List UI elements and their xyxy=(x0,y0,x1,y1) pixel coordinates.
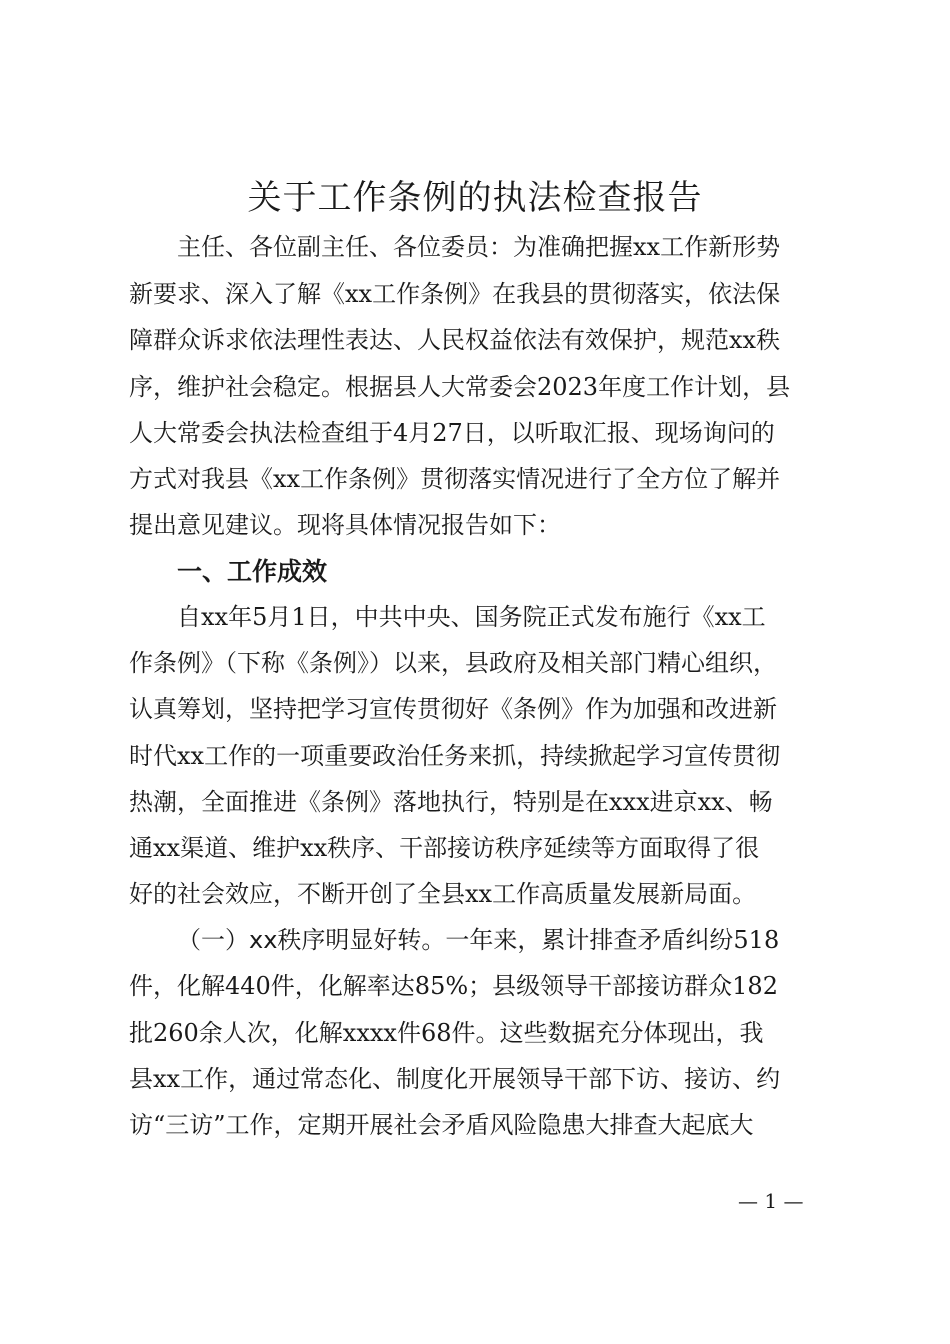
subsection-line-4: 县xx工作，通过常态化、制度化开展领导干部下访、接访、约 xyxy=(129,1065,781,1093)
intro-line-3: 障群众诉求依法理性表达、人民权益依法有效保护，规范xx秩 xyxy=(129,326,781,354)
section-line-4: 时代xx工作的一项重要政治任务来抓，持续掀起学习宣传贯彻 xyxy=(129,742,781,770)
section-line-2: 作条例》（下称《条例》）以来，县政府及相关部门精心组织， xyxy=(129,649,777,677)
page-number: — 1 — xyxy=(738,1189,804,1213)
intro-line-7: 提出意见建议。现将具体情况报告如下： xyxy=(129,511,561,539)
intro-line-2: 新要求、深入了解《xx工作条例》在我县的贯彻落实，依法保 xyxy=(129,280,781,308)
intro-line-1: 主任、各位副主任、各位委员：为准确把握xx工作新形势 xyxy=(177,233,781,261)
subsection-line-2: 件，化解440件，化解率达85%；县级领导干部接访群众182 xyxy=(129,972,778,1000)
subsection-line-5: 访“三访”工作，定期开展社会矛盾风险隐患大排查大起底大 xyxy=(129,1111,754,1139)
section-line-6: 通xx渠道、维护xx秩序、干部接访秩序延续等方面取得了很 xyxy=(129,834,760,862)
intro-line-5: 人大常委会执法检查组于4月27日，以听取汇报、现场询问的 xyxy=(129,419,775,447)
section-line-7: 好的社会效应，不断开创了全县xx工作高质量发展新局面。 xyxy=(129,880,757,908)
document-title: 关于工作条例的执法检查报告 xyxy=(247,178,703,218)
section-line-5: 热潮，全面推进《条例》落地执行，特别是在xxx进京xx、畅 xyxy=(129,788,773,816)
subsection-heading: （一）xx秩序明显好转。 xyxy=(177,926,446,954)
intro-line-4: 序，维护社会稳定。根据县人大常委会2023年度工作计划，县 xyxy=(129,373,791,401)
subsection-line-1 xyxy=(177,924,779,956)
section-line-3: 认真筹划，坚持把学习宣传贯彻好《条例》作为加强和改进新 xyxy=(129,695,777,723)
intro-line-6: 方式对我县《xx工作条例》贯彻落实情况进行了全方位了解并 xyxy=(129,465,781,493)
section-heading: 一、工作成效 xyxy=(177,557,328,586)
subsection-first-line-text: 一年来，累计排查矛盾纠纷518 xyxy=(445,926,780,954)
section-line-1: 自xx年5月1日，中共中央、国务院正式发布施行《xx工 xyxy=(177,603,766,631)
subsection-line-3: 批260余人次，化解xxxx件68件。这些数据充分体现出，我 xyxy=(129,1019,764,1047)
